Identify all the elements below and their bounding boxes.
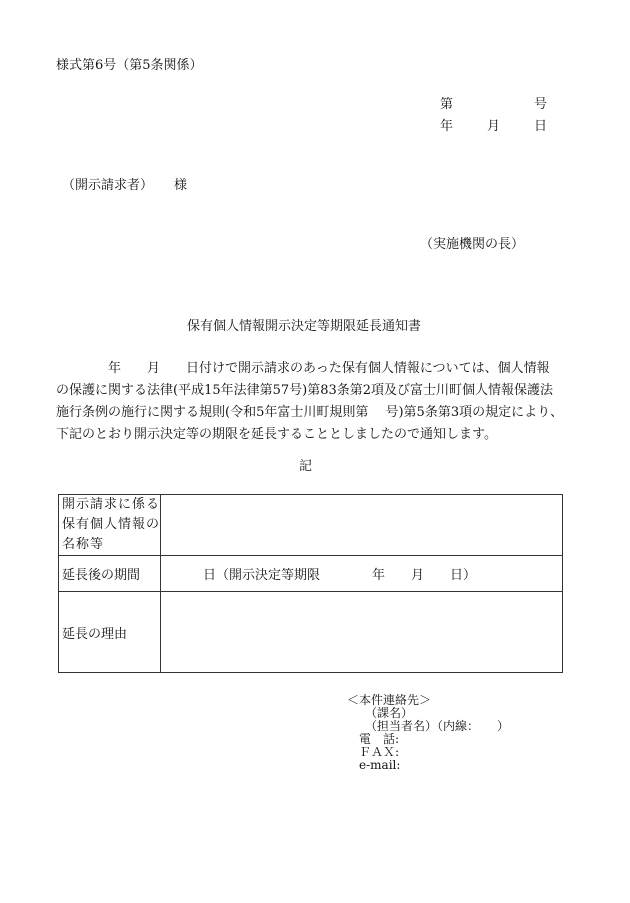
label-line: 名称等 — [62, 537, 105, 552]
label-line: 保有個人情報の — [62, 517, 161, 532]
body-line: 施行条例の施行に関する規則(令和5年富士川町規則第 号)第5条第3項の規定により、 — [56, 405, 564, 420]
extended-period-value: 日（開示決定等期限 年 月 日） — [161, 556, 563, 592]
date-month: 月 — [487, 119, 501, 134]
extended-period-label: 延長後の期間 — [59, 556, 161, 592]
contact-line: （課名） — [365, 706, 414, 720]
body-paragraph — [56, 358, 572, 446]
table-row — [59, 495, 563, 556]
sender-title: （実施機関の長） — [420, 237, 525, 252]
body-line: 下記のとおり開示決定等の期限を延長することとしましたので通知します。 — [56, 427, 497, 442]
form-number: 様式第6号（第5条関係） — [56, 58, 203, 73]
body-line: 年 月 日付けで開示請求のあった保有個人情報については、個人情報 — [108, 361, 550, 376]
table-row — [59, 556, 563, 592]
request-info-value — [161, 495, 563, 556]
contact-line: 電 話: — [359, 732, 400, 746]
table-row — [59, 592, 563, 673]
addressee-name: （開示請求者） — [62, 178, 154, 193]
extension-reason-value — [161, 592, 563, 673]
request-info-label — [59, 495, 161, 556]
addressee-honorific: 様 — [174, 178, 188, 193]
info-table — [58, 494, 563, 673]
doc-number-prefix: 第 — [440, 97, 454, 112]
contact-heading: ＜本件連絡先＞ — [347, 693, 432, 707]
date-year: 年 — [440, 119, 454, 134]
body-line: の保護に関する法律(平成15年法律第57号)第83条第2項及び富士川町個人情報保護法 — [56, 383, 554, 398]
contact-line: （担当者名）（内線： ） — [365, 719, 510, 733]
date-day: 日 — [534, 119, 548, 134]
ki-heading: 記 — [299, 459, 313, 474]
contact-line: ＦＡＸ: — [359, 745, 400, 759]
extension-reason-label: 延長の理由 — [59, 592, 161, 673]
label-line: 開示請求に係る — [62, 497, 161, 512]
contact-line: e-mail: — [359, 758, 401, 772]
contact-block — [347, 694, 509, 772]
document-title: 保有個人情報開示決定等期限延長通知書 — [187, 319, 422, 334]
doc-number-suffix: 号 — [534, 97, 548, 112]
